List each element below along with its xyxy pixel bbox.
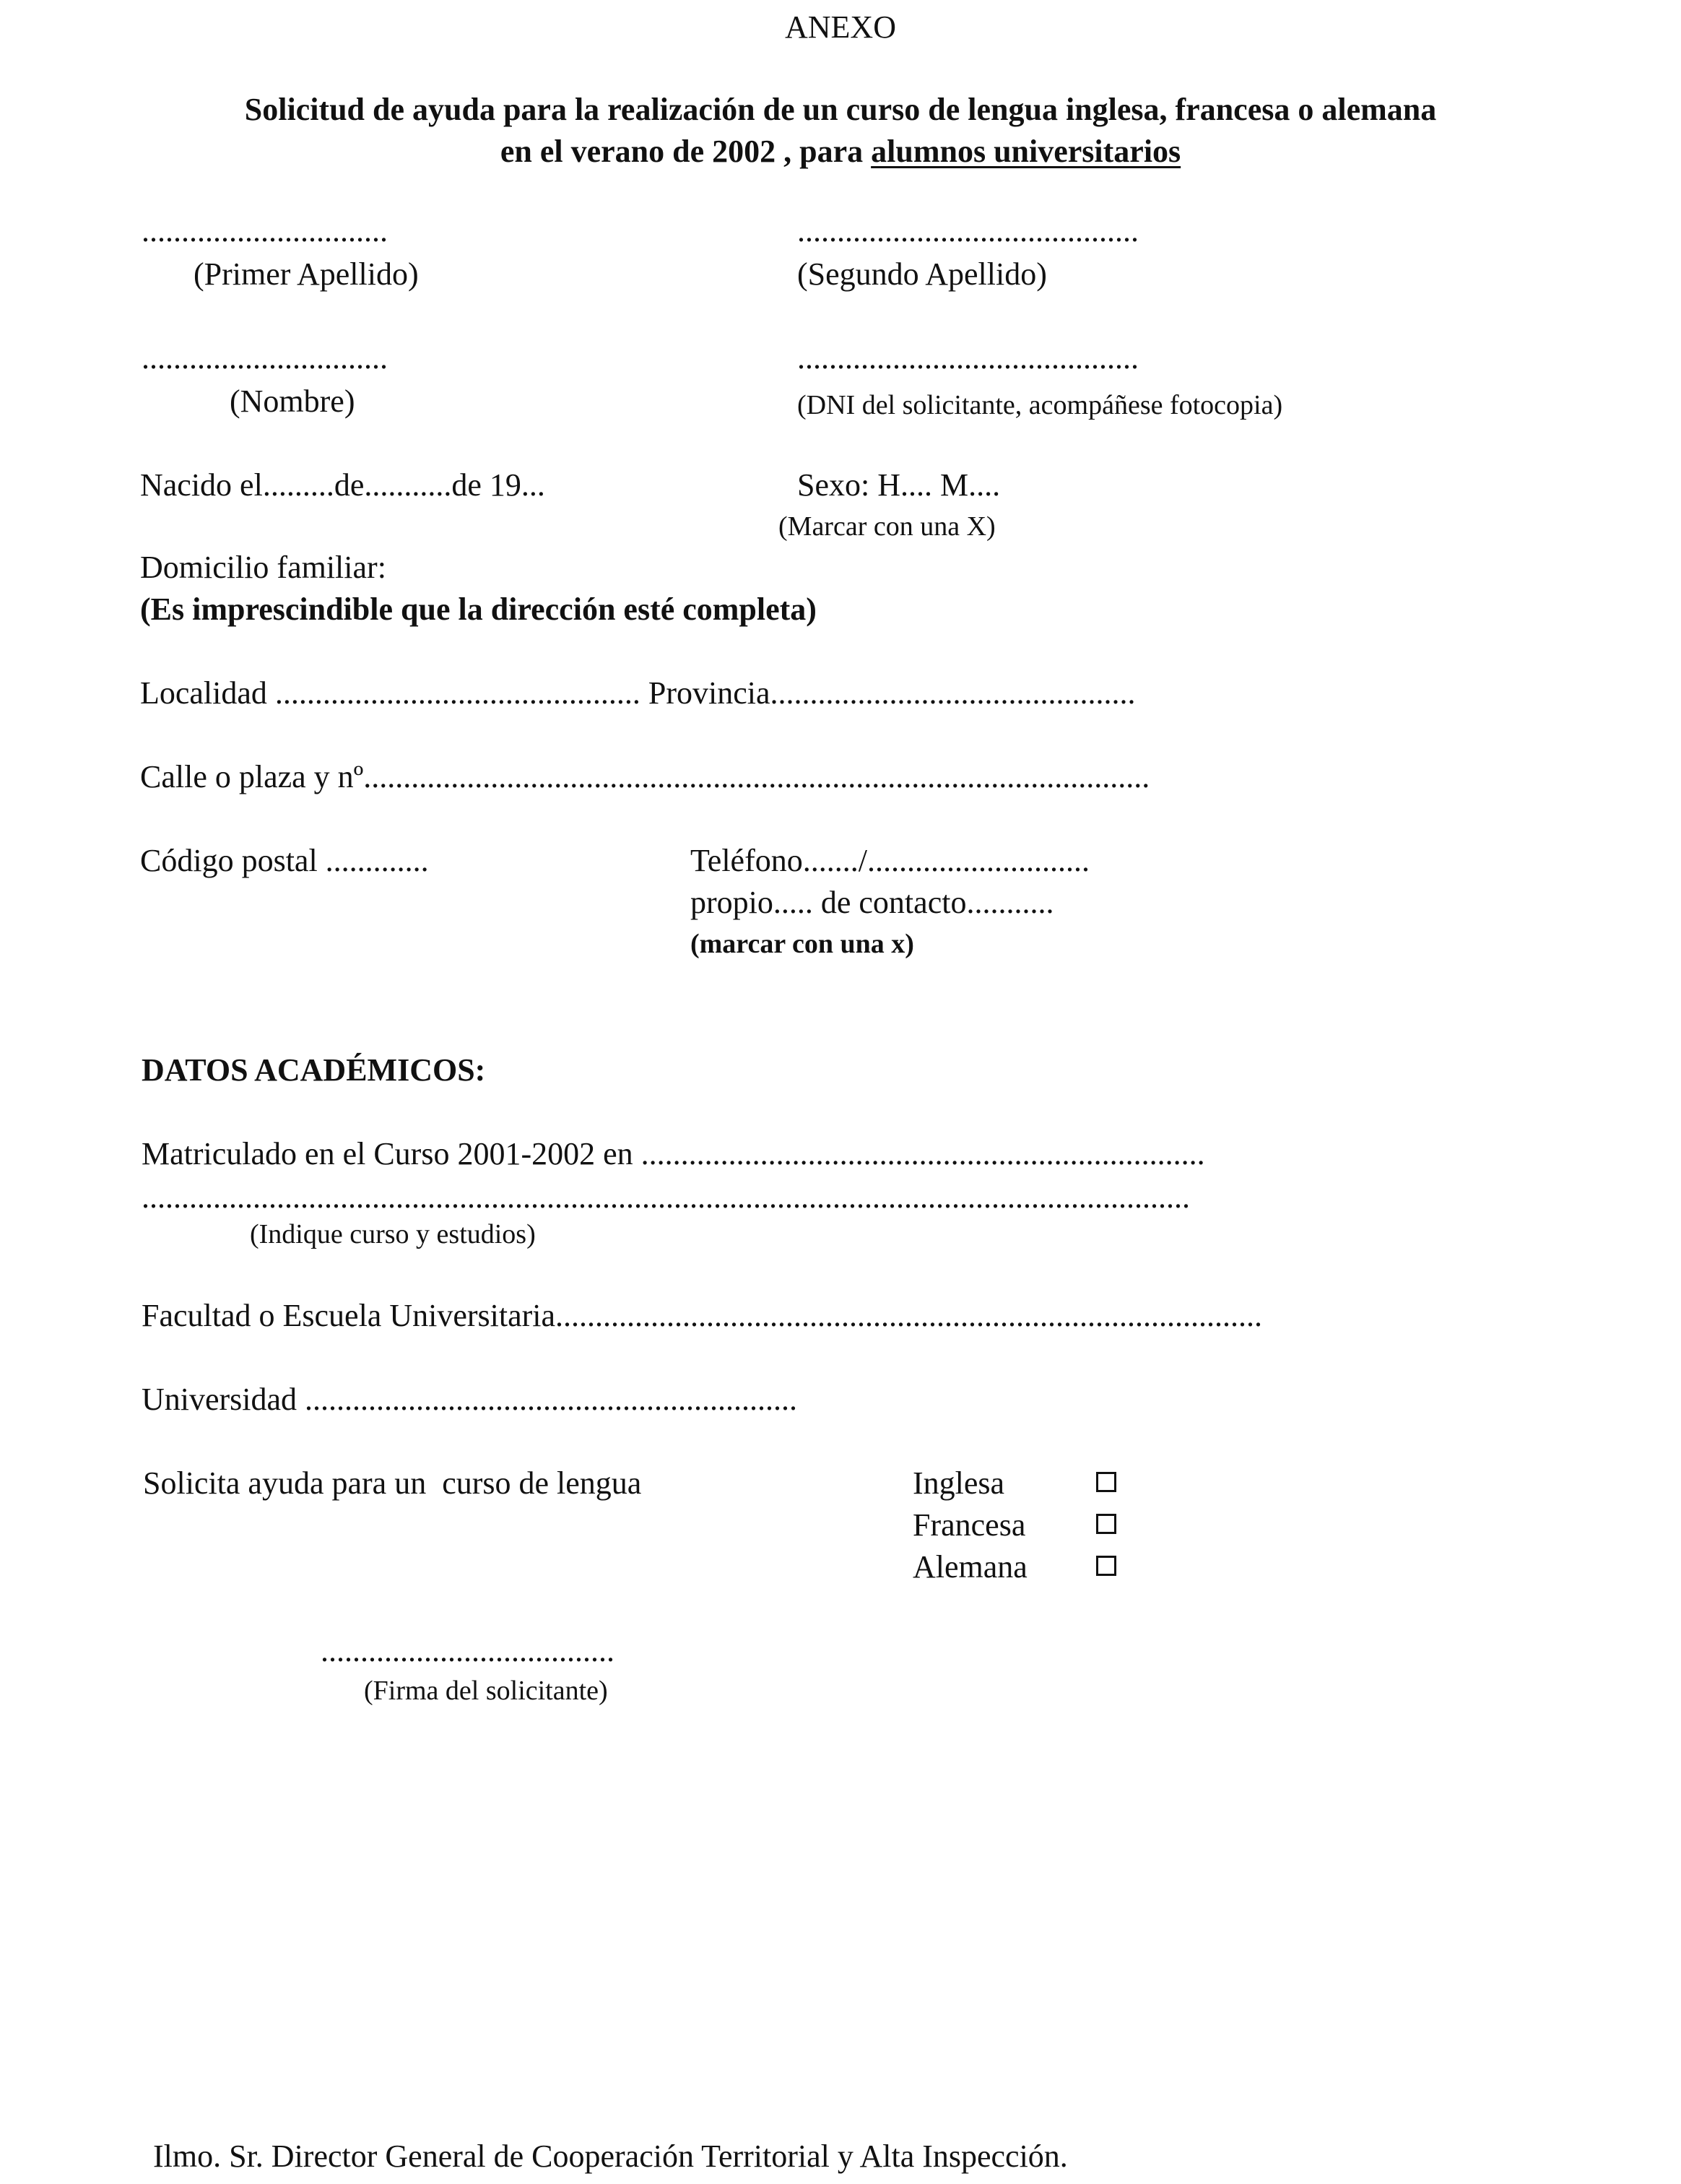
- sexo-field[interactable]: Sexo: H.... M....: [797, 467, 1001, 503]
- matriculado-field[interactable]: Matriculado en el Curso 2001-2002 en .......................................................................: [142, 1136, 1205, 1171]
- dni-label: (DNI del solicitante, acompáñese fotocopia): [797, 390, 1283, 420]
- telefono-field[interactable]: Teléfono......./............................: [690, 843, 1090, 878]
- domicilio-label: Domicilio familiar:: [140, 550, 386, 585]
- primer-apellido-label: (Primer Apellido): [194, 256, 419, 292]
- option-inglesa-label: Inglesa: [913, 1465, 1005, 1501]
- title-line2-prefix: en el verano de 2002 , para: [500, 134, 872, 169]
- francesa-checkbox[interactable]: [1096, 1514, 1116, 1534]
- firma-field[interactable]: .....................................: [321, 1633, 614, 1668]
- fecha-nacimiento-field[interactable]: Nacido el.........de...........de 19...: [140, 467, 545, 503]
- nombre-field[interactable]: ...............................: [142, 340, 388, 376]
- title-line2-underlined: alumnos universitarios: [871, 134, 1181, 169]
- solicita-label: Solicita ayuda para un curso de lengua: [143, 1465, 642, 1501]
- primer-apellido-field[interactable]: ...............................: [142, 213, 388, 248]
- inglesa-checkbox[interactable]: [1096, 1472, 1116, 1492]
- calle-field[interactable]: Calle o plaza y nº...................................................................................................: [140, 759, 1150, 794]
- facultad-field[interactable]: Facultad o Escuela Universitaria.........................................................................................: [142, 1298, 1263, 1333]
- telefono-tipo-field[interactable]: propio..... de contacto...........: [690, 885, 1054, 920]
- codigo-postal-field[interactable]: Código postal .............: [140, 843, 429, 878]
- domicilio-note: (Es imprescindible que la dirección esté completa): [140, 592, 817, 627]
- universidad-field[interactable]: Universidad ..............................................................: [142, 1382, 798, 1417]
- addressee: Ilmo. Sr. Director General de Cooperación Territorial y Alta Inspección.: [153, 2138, 1068, 2174]
- firma-label: (Firma del solicitante): [364, 1676, 608, 1706]
- datos-academicos-heading: DATOS ACADÉMICOS:: [142, 1052, 486, 1088]
- alemana-checkbox[interactable]: [1096, 1556, 1116, 1576]
- document-title-line2: [0, 136, 1681, 168]
- telefono-hint: (marcar con una x): [690, 929, 914, 959]
- curso-hint: (Indique curso y estudios): [250, 1219, 536, 1249]
- option-alemana-label: Alemana: [913, 1549, 1028, 1585]
- document-title-line1: Solicitud de ayuda para la realización de un curso de lengua inglesa, francesa o alemana: [244, 92, 1437, 127]
- annex-label: ANEXO: [785, 9, 896, 45]
- dni-field[interactable]: ...........................................: [797, 340, 1139, 376]
- segundo-apellido-field[interactable]: ...........................................: [797, 213, 1139, 248]
- option-francesa-label: Francesa: [913, 1507, 1026, 1543]
- segundo-apellido-label: (Segundo Apellido): [797, 256, 1047, 292]
- nombre-label: (Nombre): [230, 384, 355, 419]
- estudios-field[interactable]: ....................................................................................................................................: [142, 1179, 1190, 1215]
- localidad-provincia-field[interactable]: Localidad .............................................. Provincia..............................................: [140, 675, 1136, 711]
- sexo-hint: (Marcar con una X): [778, 511, 996, 542]
